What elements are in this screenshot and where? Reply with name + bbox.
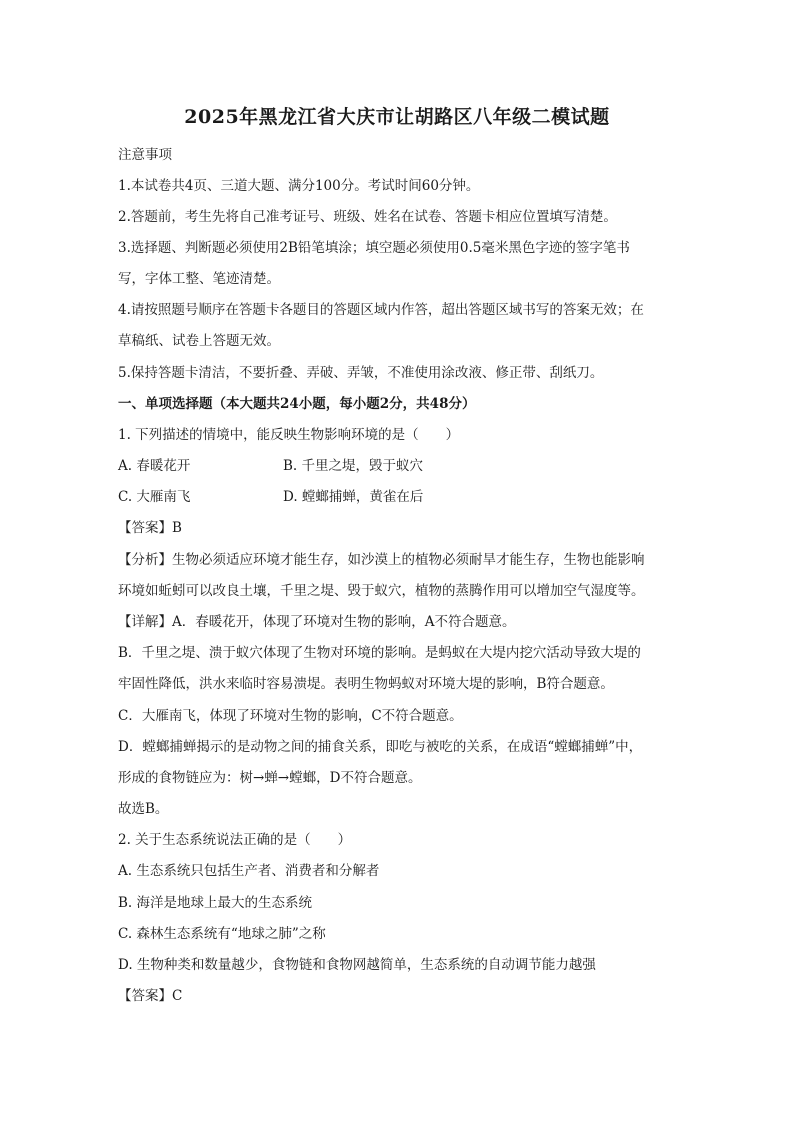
question-1-detail-c: C．大雁南飞，体现了环境对生物的影响，C不符合题意。 [118,708,463,724]
notice-item-5: 5.保持答题卡清洁，不要折叠、弄破、弄皱，不准使用涂改液、修正带、刮纸刀。 [118,365,604,381]
question-2-stem: 2. 关于生态系统说法正确的是（ ） [118,832,352,848]
question-2-option-b: B. 海洋是地球上最大的生态系统 [118,895,313,911]
question-1-option-b: B. 千里之堤，毁于蚁穴 [283,458,424,474]
question-1-detail-b: B．千里之堤、溃于蚁穴体现了生物对环境的影响。是蚂蚁在大堤内挖穴活动导致大堤的 [118,645,641,661]
notice-heading: 注意事项 [118,147,172,163]
question-1-answer: 【答案】B [118,520,182,536]
question-2-option-a: A. 生态系统只包括生产者、消费者和分解者 [118,863,380,879]
notice-item-3: 3.选择题、判断题必须使用2B铅笔填涂；填空题必须使用0.5毫米黑色字迹的签字笔书 [118,240,630,256]
question-1-detail-d: D．螳螂捕蝉揭示的是动物之间的捕食关系，即吃与被吃的关系，在成语“螳螂捕蝉”中， [118,739,643,755]
question-1-detail-b-cont: 牢固性降低，洪水来临时容易溃堤。表明生物蚂蚁对环境大堤的影响，B符合题意。 [118,676,614,692]
question-2-option-c: C. 森林生态系统有“地球之肺”之称 [118,926,326,942]
question-1-conclusion: 故选B。 [118,801,169,817]
notice-item-4-cont: 草稿纸、试卷上答题无效。 [118,333,280,349]
section-heading: 一、单项选择题（本大题共24小题，每小题2分，共48分） [118,396,476,412]
question-1-analysis-cont: 环境如蚯蚓可以改良土壤，千里之堤、毁于蚁穴，植物的蒸腾作用可以增加空气湿度等。 [118,583,645,599]
question-1-analysis: 【分析】生物必须适应环境才能生存，如沙漠上的植物必须耐旱才能生存，生物也能影响 [118,552,645,568]
question-2-option-d: D. 生物种类和数量越少，食物链和食物网越简单，生态系统的自动调节能力越强 [118,957,596,973]
page-title: 2025年黑龙江省大庆市让胡路区八年级二模试题 [184,106,610,128]
question-1-option-c: C. 大雁南飞 [118,489,191,505]
notice-item-1: 1.本试卷共4页、三道大题、满分100分。考试时间60分钟。 [118,178,480,194]
question-1-option-a: A. 春暖花开 [118,458,191,474]
question-2-answer: 【答案】C [118,988,183,1004]
notice-item-2: 2.答题前，考生先将自己准考证号、班级、姓名在试卷、答题卡相应位置填写清楚。 [118,209,617,225]
question-1-detail-d-cont: 形成的食物链应为：树→蝉→螳螂，D不符合题意。 [118,770,422,786]
notice-item-4: 4.请按照题号顺序在答题卡各题目的答题区域内作答，超出答题区域书写的答案无效；在 [118,302,644,318]
question-1-stem: 1. 下列描述的情境中，能反映生物影响环境的是（ ） [118,427,460,443]
notice-item-3-cont: 写，字体工整、笔迹清楚。 [118,271,280,287]
question-1-option-d: D. 螳螂捕蝉，黄雀在后 [283,489,424,505]
question-1-detail-a: 【详解】A．春暖花开，体现了环境对生物的影响，A不符合题意。 [118,614,516,630]
